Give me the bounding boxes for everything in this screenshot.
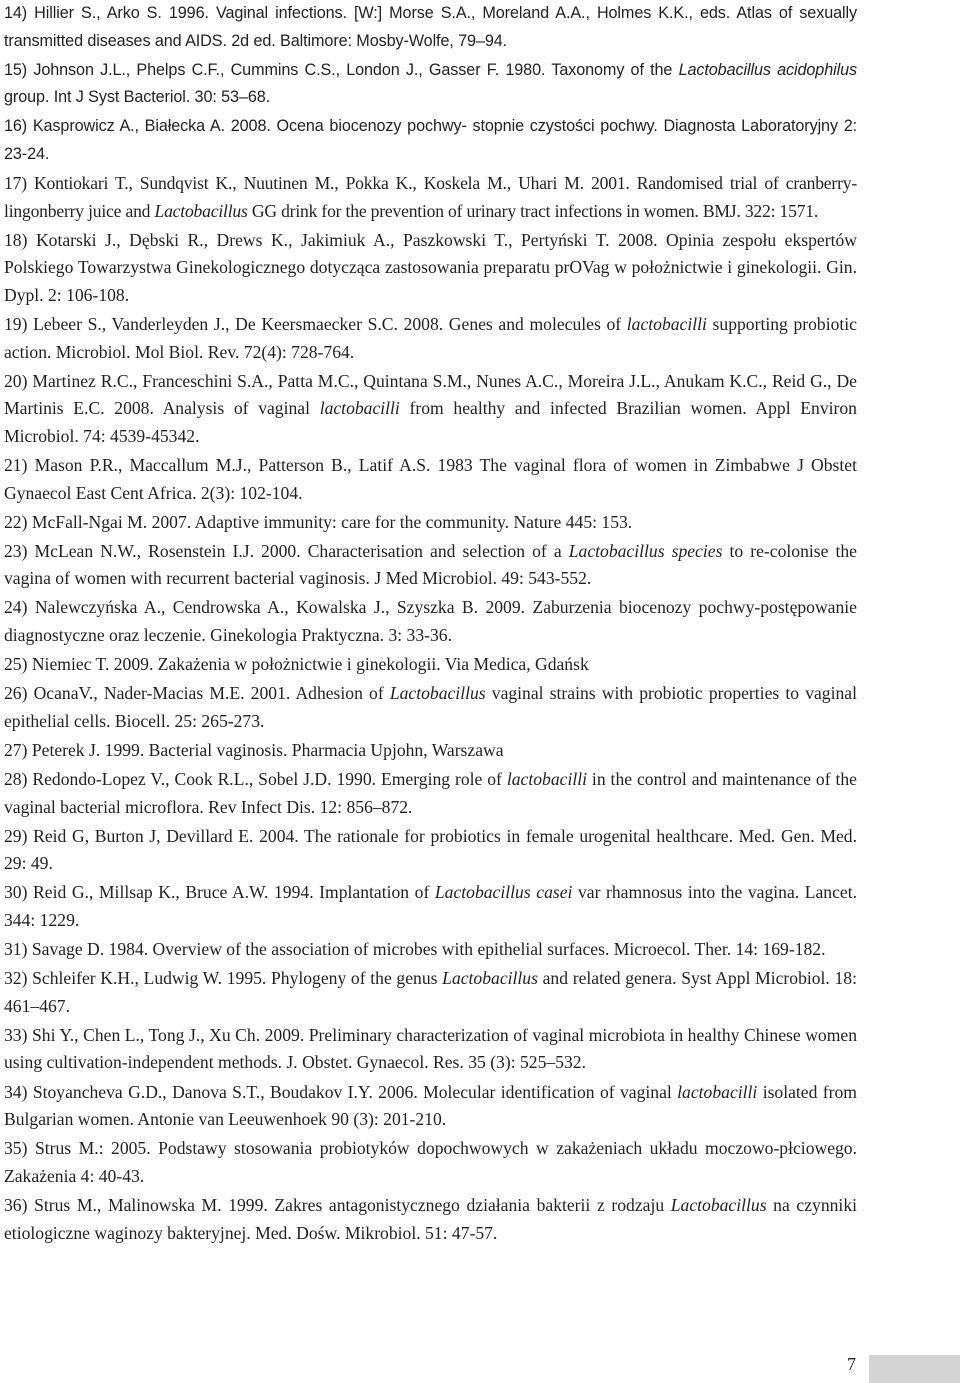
reference-text: 36) Strus M., Malinowska M. 1999. Zakres antagonistycznego działania bakterii z rodzaju bbox=[4, 1194, 671, 1215]
reference-text: 31) Savage D. 1984. Overview of the association of microbes with epithelial surfaces. Microecol. Ther. 14: 169-182. bbox=[4, 939, 826, 960]
reference-italic-text: lactobacilli bbox=[319, 398, 400, 419]
reference-entry bbox=[4, 594, 857, 649]
reference-list bbox=[4, 0, 857, 1249]
reference-text: na czynniki etiologiczne waginozy bakteryjnej. Med. Dośw. Mikrobiol. 51: 47-57. bbox=[4, 1194, 857, 1243]
reference-text: 24) Nalewczyńska A., Cendrowska A., Kowalska J., Szyszka B. 2009. Zaburzenia biocenozy pochwy-postępowanie diagnostyczne oraz leczenie. Ginekologia Praktyczna. 3: 33-36. bbox=[4, 597, 857, 646]
reference-text: 32) Schleifer K.H., Ludwig W. 1995. Phylogeny of the genus bbox=[4, 968, 443, 989]
reference-entry bbox=[4, 1135, 857, 1190]
reference-text: in the control and maintenance of the vaginal bacterial microflora. Rev Infect Dis. 12: 856–872. bbox=[4, 769, 857, 817]
reference-text: 28) Redondo-Lopez V., Cook R.L., Sobel J.D. 1990. Emerging role of bbox=[4, 769, 507, 790]
reference-italic-text: lactobacilli bbox=[677, 1081, 758, 1102]
reference-text: to re-colonise the vagina of women with recurrent bacterial vaginosis. J Med Microbiol. 49: 543-552. bbox=[4, 540, 857, 589]
reference-entry bbox=[4, 651, 857, 679]
reference-entry bbox=[4, 227, 857, 310]
reference-text: 23) McLean N.W., Rosenstein I.J. 2000. Characterisation and selection of a bbox=[4, 540, 569, 561]
page-number-tab bbox=[869, 1355, 960, 1383]
reference-italic-text: Lactobacillus bbox=[389, 683, 486, 704]
reference-text: 27) Peterek J. 1999. Bacterial vaginosis. Pharmacia Upjohn, Warszawa bbox=[4, 739, 504, 760]
reference-entry bbox=[4, 1022, 857, 1077]
page-number: 7 bbox=[847, 1354, 856, 1374]
reference-text: isolated from Bulgarian women. Antonie van Leeuwenhoek 90 (3): 201-210. bbox=[4, 1081, 857, 1130]
reference-italic-text: Lactobacillus bbox=[670, 1194, 767, 1215]
reference-italic-text: Lactobacillus bbox=[442, 968, 538, 989]
reference-text: and related genera. Syst Appl Microbiol. 18: 461–467. bbox=[4, 968, 857, 1016]
reference-entry bbox=[4, 1079, 857, 1134]
reference-entry bbox=[4, 766, 857, 821]
reference-text: 20) Martinez R.C., Franceschini S.A., Patta M.C., Quintana S.M., Nunes A.C., Moreira J.L., Anukam K.C., Reid G., De Martinis E.C. 2008. Analysis of vaginal bbox=[4, 370, 857, 419]
reference-entry bbox=[4, 113, 857, 168]
reference-entry bbox=[4, 368, 857, 451]
reference-text: 33) Shi Y., Chen L., Tong J., Xu Ch. 2009. Preliminary characterization of vaginal microbiota in healthy Chinese women using cultivation-independent methods. J. Obstet. Gynaecol. Res. 35 (3): 525–532. bbox=[4, 1024, 857, 1073]
reference-text: var rhamnosus into the vagina. Lancet. 344: 1229. bbox=[4, 882, 857, 930]
reference-text: GG drink for the prevention of urinary tract infections in women. BMJ. 322: 1571. bbox=[247, 200, 819, 221]
reference-entry bbox=[4, 1192, 857, 1247]
reference-entry bbox=[4, 452, 857, 507]
reference-italic-text: Lactobacillus casei bbox=[434, 882, 573, 903]
reference-text: from healthy and infected Brazilian women. Appl Environ Microbiol. 74: 4539-45342. bbox=[4, 398, 857, 446]
reference-text: 17) Kontiokari T., Sundqvist K., Nuutinen M., Pokka K., Koskela M., Uhari M. 2001. Randomised trial of cranberry-lingonberry juice and bbox=[4, 173, 857, 221]
reference-text: 35) Strus M.: 2005. Podstawy stosowania probiotyków dopochwowych w zakażeniach układu moczowo-płciowego. Zakażenia 4: 40-43. bbox=[4, 1138, 857, 1186]
reference-text: 16) Kasprowicz A., Białecka A. 2008. Ocena biocenozy pochwy- stopnie czystości pochwy. Diagnosta Laboratoryjny 2: 23-24. bbox=[4, 117, 857, 163]
reference-text: 21) Mason P.R., Maccallum M.J., Patterson B., Latif A.S. 1983 The vaginal flora of women in Zimbabwe J Obstet Gynaecol East Cent Africa. 2(3): 102-104. bbox=[4, 455, 857, 503]
reference-entry bbox=[4, 538, 857, 593]
reference-italic-text: lactobacilli bbox=[626, 314, 707, 335]
reference-entry bbox=[4, 311, 857, 366]
reference-entry bbox=[4, 965, 857, 1020]
reference-text: supporting probiotic action. Microbiol. Mol Biol. Rev. 72(4): 728-764. bbox=[4, 314, 857, 362]
reference-text: 14) Hillier S., Arko S. 1996. Vaginal infections. [W:] Morse S.A., Moreland A.A., Holmes K.K., eds. Atlas of sexually transmitted diseases and AIDS. 2d ed. Baltimore: Mosby-Wolfe, 79–94. bbox=[4, 4, 857, 50]
reference-entry bbox=[4, 0, 857, 55]
reference-text: 30) Reid G., Millsap K., Bruce A.W. 1994. Implantation of bbox=[4, 882, 435, 903]
reference-text: 22) McFall-Ngai M. 2007. Adaptive immunity: care for the community. Nature 445: 153. bbox=[4, 511, 633, 532]
reference-italic-text: Lactobacillus acidophilus bbox=[678, 60, 857, 79]
reference-entry bbox=[4, 879, 857, 934]
reference-entry bbox=[4, 823, 857, 878]
reference-italic-text: Lactobacillus species bbox=[568, 540, 723, 561]
reference-entry bbox=[4, 509, 857, 537]
reference-text: 34) Stoyancheva G.D., Danova S.T., Boudakov I.Y. 2006. Molecular identification of vaginal bbox=[4, 1081, 678, 1102]
reference-entry bbox=[4, 680, 857, 735]
reference-text: 29) Reid G, Burton J, Devillard E. 2004. The rationale for probiotics in female urogenital healthcare. Med. Gen. Med. 29: 49. bbox=[4, 825, 857, 874]
reference-italic-text: Lactobacillus bbox=[154, 200, 248, 221]
reference-italic-text: lactobacilli bbox=[506, 769, 587, 790]
reference-text: 18) Kotarski J., Dębski R., Drews K., Jakimiuk A., Paszkowski T., Pertyński T. 2008. Opinia zespołu ekspertów Polskiego Towarzystwa Ginekologicznego dotycząca zastosowania preparatu prOVag w położnictwie i ginekologii. Gin. Dypl. 2: 106-108. bbox=[4, 229, 857, 305]
reference-text: group. Int J Syst Bacteriol. 30: 53–68. bbox=[4, 88, 271, 107]
reference-text: 26) OcanaV., Nader-Macias M.E. 2001. Adhesion of bbox=[4, 683, 390, 704]
reference-text: 25) Niemiec T. 2009. Zakażenia w położnictwie i ginekologii. Via Medica, Gdańsk bbox=[4, 654, 589, 675]
reference-entry bbox=[4, 737, 857, 765]
reference-text: vaginal strains with probiotic properties to vaginal epithelial cells. Biocell. 25: 265-273. bbox=[4, 683, 857, 731]
reference-entry bbox=[4, 57, 857, 112]
reference-text: 19) Lebeer S., Vanderleyden J., De Keersmaecker S.C. 2008. Genes and molecules of bbox=[4, 314, 627, 335]
reference-text: 15) Johnson J.L., Phelps C.F., Cummins C.S., London J., Gasser F. 1980. Taxonomy of the bbox=[4, 60, 679, 79]
reference-entry bbox=[4, 170, 857, 225]
reference-entry bbox=[4, 936, 857, 964]
